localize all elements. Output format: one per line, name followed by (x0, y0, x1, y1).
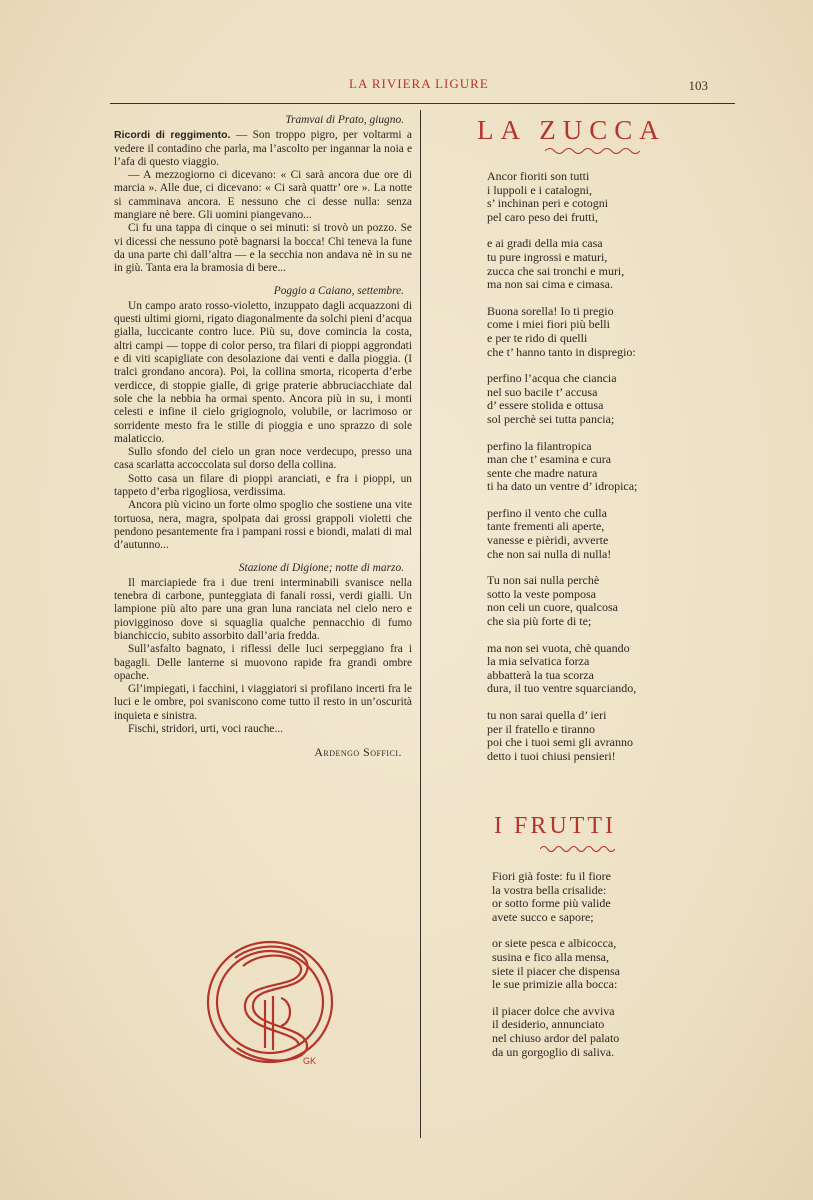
verse-line: nel suo bacile t’ accusa (487, 384, 598, 399)
dateline: Tramvai di Prato, giugno. (285, 114, 404, 126)
stanza (487, 170, 727, 224)
verse-line: sol perchè sei tutta pancia; (487, 411, 615, 426)
paragraph-text: — Son troppo pigro, per voltarmi a vedere il contadino che parla, ma l’ascolto per ingannar la noia e l’afa di questo viaggio. (114, 129, 412, 168)
stanza (487, 507, 727, 561)
stanza (492, 870, 732, 924)
verse-line: la mia selvatica forza (487, 654, 590, 669)
verse-line: perfino il vento che culla (487, 505, 607, 520)
header-rule (110, 103, 735, 104)
stanza (492, 937, 732, 991)
verse-line: perfino l’acqua che ciancia (487, 371, 617, 386)
page-number: 103 (688, 78, 708, 93)
stanza (487, 642, 727, 696)
verse-line: Buona sorella! Io ti pregio (487, 303, 614, 318)
verse-line: che non sai nulla di nulla! (487, 546, 612, 561)
verse-line: or sotto forme più valide (492, 896, 611, 911)
paragraph: Sullo sfondo del cielo un gran noce verdecupo, presso una casa scarlatta accoccolata sul dorso della collina. (114, 446, 412, 472)
paragraph: Gl’impiegati, i facchini, i viaggiatori si profilano incerti fra le luci e le ombre, poi svaniscono come tutto il resto in un’oscurità inquieta e sinistra. (114, 683, 412, 722)
poem-title: LA ZUCCA (477, 115, 666, 145)
verse-line: non celi un cuore, qualcosa (487, 600, 618, 615)
stanza (487, 372, 727, 426)
verse-line: il piacer dolce che avviva (492, 1003, 615, 1018)
paragraph: Ci fu una tappa di cinque o sei minuti: si trovò un pozzo. Se vi dicessi che nessuno potè bagnarsi la bocca! Chi teneva la fune da una parte chi dall’altra — e la secchia non andava nè in su ne in giù. Tanta era la bramosia di bere... (114, 222, 412, 275)
paragraph: Il marciapiede fra i due treni interminabili svanisce nella tenebra di carbone, punteggiata di fanali rossi, verdi gialli. Un lampione più alto pare una gran luna ranciata nel cielo nero e piovigginoso dove si squaglia qualche pennacchio di fumo bianchiccio, subito assorbito dall’aria fredda. (114, 576, 412, 642)
verse-line: il desiderio, annunciato (492, 1017, 605, 1032)
poem-frutti (492, 870, 732, 1072)
verse-line: e ai gradi della mia casa (487, 236, 603, 251)
verse-line: susina e fico alla mensa, (492, 949, 609, 964)
verse-line: come i miei fiori più belli (487, 317, 610, 332)
monogram-emblem (195, 930, 345, 1070)
title-ornament (545, 146, 640, 154)
verse-line: per il fratello e tiranno (487, 721, 595, 736)
verse-line: tante frementi ali aperte, (487, 519, 605, 534)
running-title: LA RIVIERA LIGURE (349, 76, 489, 91)
verse-line: pel caro peso dei frutti, (487, 209, 598, 224)
verse-line: s’ inchinan peri e cotogni (487, 196, 609, 211)
verse-line: or siete pesca e albicocca, (492, 936, 617, 951)
verse-line: la vostra bella crisalide: (492, 882, 607, 897)
title-ornament (540, 844, 615, 852)
dateline: Stazione di Digione; notte di marzo. (238, 561, 404, 574)
author-signature: Ardengo Soffici. (314, 745, 402, 760)
verse-line: vanesse e pièridi, avverte (487, 533, 609, 548)
verse-line: che t’ hanno tanto in dispregio: (487, 344, 636, 359)
paragraph: Un campo arato rosso-violetto, inzuppato dagli acquazzoni di questi ultimi giorni, rigato diagonalmente da solchi pieni d’acqua gialla, luccicante contro luce. Più su, dove comincia la costa, altri campi — toppe di color perso, tra filari di pioppi aggrondati e di viti scapigliate con desolazione dai venti e dalla pioggia. (I tralci grondano ancora). Poi, la collina smorta, ricoperta d’erbe verdicce, di stoppie gialle, di grige praterie abbruciacchiate dal sole che la nebbia ha ormai spento. Ancora più in su, i monti celesti e infine il cielo grigiognolo, volubile, or lacrimoso or sorridente mesto fra le stille di pioggia e uno sprazzo di sole malaticcio. (114, 299, 412, 445)
verse-line: da un gorgoglio di saliva. (492, 1044, 615, 1059)
verse-line: abbatterà la tua scorza (487, 667, 594, 682)
emblem-initials: GK (303, 1056, 317, 1066)
verse-line: perfino la filantropica (487, 438, 592, 453)
verse-line: nel chiuso ardor del palato (492, 1030, 620, 1045)
stanza (487, 709, 727, 763)
verse-line: i luppoli e i catalogni, (487, 182, 592, 197)
verse-line: tu pure ingrossi e maturi, (487, 249, 608, 264)
verse-line: poi che i tuoi semi gli avranno (487, 735, 633, 750)
verse-line: Ancor fioriti son tutti (487, 169, 590, 183)
verse-line: e per te rido di quelli (487, 330, 588, 345)
column-divider (420, 110, 421, 1138)
verse-line: tu non sarai quella d’ ieri (487, 708, 607, 722)
paragraph: Sull’asfalto bagnato, i riflessi delle luci serpeggiano fra i bagagli. Delle lanterne si muovono rapide fra grandi ombre opache. (114, 643, 412, 682)
verse-line: che sia più forte di te; (487, 614, 592, 629)
verse-line: man che t’ esamina e cura (487, 452, 612, 467)
verse-line: dura, il tuo ventre squarciando, (487, 681, 637, 696)
verse-line: ma non sei vuota, chè quando (487, 640, 630, 655)
verse-line: sotto la veste pomposa (487, 586, 596, 601)
verse-line: d’ essere stolida e ottusa (487, 398, 604, 413)
paragraph: Ancora più vicino un forte olmo spoglio che sostiene una vite tortuosa, nera, magra, spolpata dai grossi grappoli violetti che pendono pesantemente fra i pampani rossi e biondi, malati di mal d’autunno... (114, 499, 412, 552)
paragraph: Fischi, stridori, urti, voci rauche... (128, 723, 284, 736)
verse-line: Tu non sai nulla perchè (487, 573, 600, 588)
stanza (492, 1005, 732, 1059)
paragraph (114, 129, 412, 169)
running-header (96, 76, 736, 98)
stanza (487, 237, 727, 291)
verse-line: ti ha dato un ventre d’ idropica; (487, 479, 638, 494)
verse-line: avete succo e sapore; (492, 909, 594, 924)
stanza (487, 440, 727, 494)
verse-line: Fiori già foste: fu il fiore (492, 869, 611, 883)
stanza (487, 574, 727, 628)
verse-line: siete il piacer che dispensa (492, 963, 620, 978)
poem-zucca (487, 170, 727, 776)
verse-line: zucca che sai tronchi e muri, (487, 263, 625, 278)
verse-line: detto i tuoi chiusi pensieri! (487, 748, 616, 763)
stanza (487, 305, 727, 359)
verse-line: le sue primizie alla bocca: (492, 977, 618, 992)
dateline: Poggio a Caiano, settembre. (273, 284, 404, 297)
verse-line: ma non sai cima e cimasa. (487, 277, 613, 292)
poem-title: I FRUTTI (494, 813, 616, 839)
paragraph: — A mezzogiorno ci dicevano: « Ci sarà ancora due ore di marcia ». Alle due, ci dicevano: « Ci sarà quattr’ ore ». La notte si camminava ancora. E nessuno che ci desse nulla: senza mangiare nè bere. Gli uomini piangevano... (114, 169, 412, 222)
prose-column (114, 114, 412, 760)
paragraph: Sotto casa un filare di pioppi aranciati, e fra i pioppi, un tappeto d’erba rigogliosa, verdissima. (114, 472, 412, 499)
verse-line: sente che madre natura (487, 465, 598, 480)
lead-heading: Ricordi di reggimento. (114, 129, 231, 142)
